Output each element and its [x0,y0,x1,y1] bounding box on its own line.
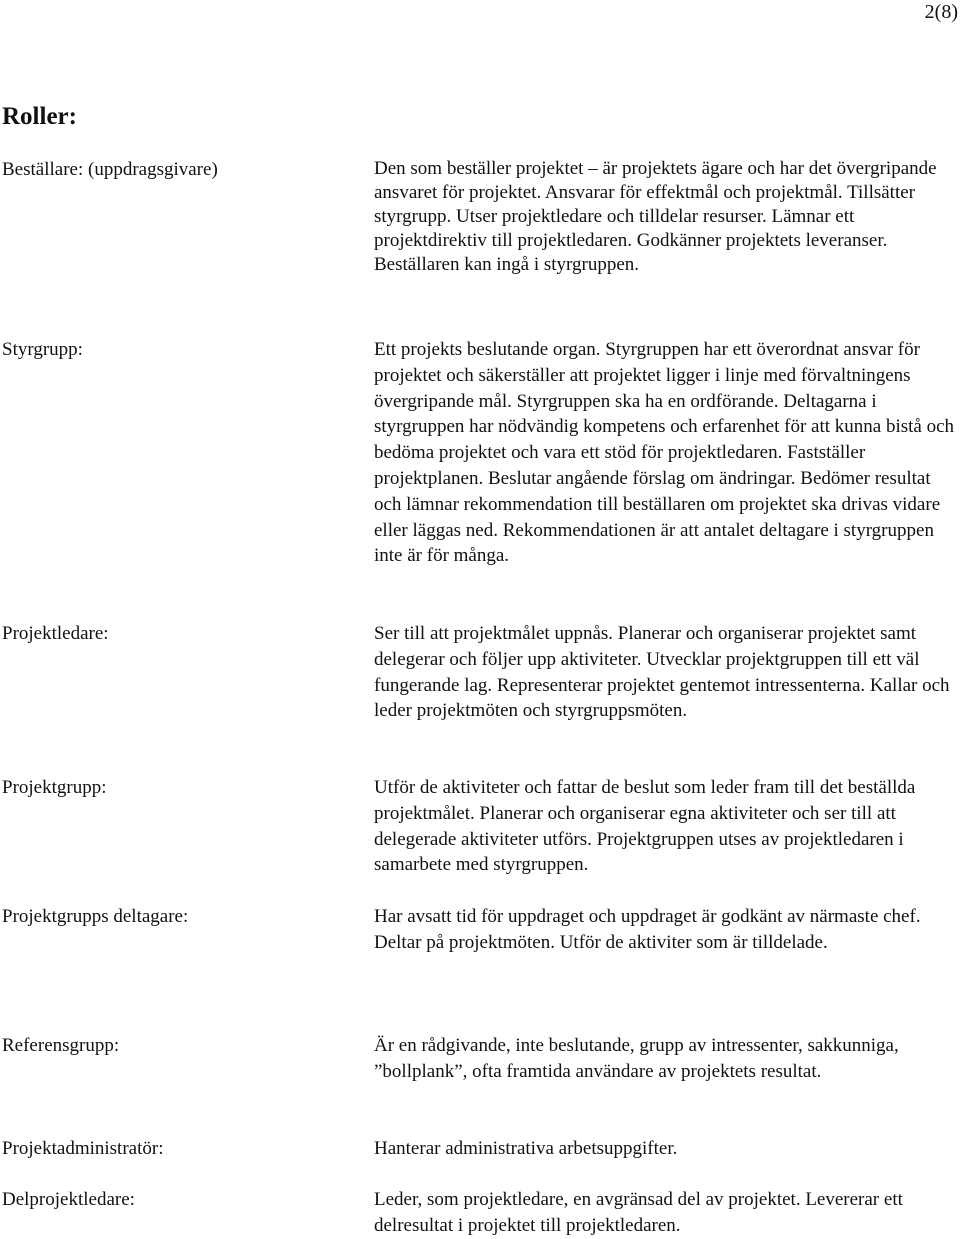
role-description-projektledare: Ser till att projektmålet uppnås. Planerar och organiserar projektet samt delegerar och följer upp aktiviteter. Utvecklar projektgruppen till ett väl fungerande lag. Representerar projektet gentemot intressenterna. Kallar och leder projektmöten och styrgruppsmöten. [374,623,950,722]
role-term-styrgrupp: Styrgrupp: [2,339,83,360]
role-term-projektgrupps-deltagare: Projektgrupps deltagare: [2,906,189,927]
role-description-projektgrupp: Utför de aktiviteter och fattar de beslut som leder fram till det beställda projektmålet. Planerar och organiserar egna aktiviteter och ser till att delegerade aktiviteter utförs. Projektgruppen utses av projektledaren i samarbete med styrgruppen. [374,777,916,876]
role-description-delprojektledare: Leder, som projektledare, en avgränsad del av projektet. Levererar ett delresultat i projektet till projektledaren. [374,1189,903,1236]
role-description-bestallare: Den som beställer projektet – är projektets ägare och har det övergripande ansvaret för projektet. Ansvarar för effektmål och projektmål. Tillsätter styrgrupp. Utser projektledare och tilldelar resurser. Lämnar ett projektdirektiv till projektledaren. Godkänner projektets leveranser. Beställaren kan ingå i styrgruppen. [374,158,937,275]
role-description-styrgrupp: Ett projekts beslutande organ. Styrgruppen har ett överordnat ansvar för projektet och säkerställer att projektet ligger i linje med förvaltningens övergripande mål. Styrgruppen ska ha en ordförande. Deltagarna i styrgruppen har nödvändig kompetens och erfarenhet för att kunna bistå och bedöma projektet och vara ett stöd för projektledaren. Fastställer projektplanen. Beslutar angående förslag om ändringar. Bedömer resultat och lämnar rekommendation till beställaren om projektet ska drivas vidare eller läggas ned. Rekommendationen är att antalet deltagare i styrgruppen inte är för många. [374,339,955,567]
page-number: 2(8) [924,1,958,23]
role-description-referensgrupp: Är en rådgivande, inte beslutande, grupp av intressenter, sakkunniga, ”bollplank”, ofta framtida användare av projektets resultat. [374,1035,899,1082]
role-term-delprojektledare: Delprojektledare: [2,1189,135,1210]
page-title: Roller: [2,103,77,130]
role-description-projektgrupps-deltagare: Har avsatt tid för uppdraget och uppdraget är godkänt av närmaste chef. Deltar på projektmöten. Utför de aktiviter som är tilldelade. [374,906,921,953]
role-description-projektadministrator: Hanterar administrativa arbetsuppgifter. [374,1138,678,1159]
role-term-projektadministrator: Projektadministratör: [2,1138,164,1159]
role-term-projektgrupp: Projektgrupp: [2,777,107,798]
role-term-bestallare: Beställare: (uppdragsgivare) [2,159,218,180]
role-term-projektledare: Projektledare: [2,623,109,644]
role-term-referensgrupp: Referensgrupp: [2,1035,120,1056]
